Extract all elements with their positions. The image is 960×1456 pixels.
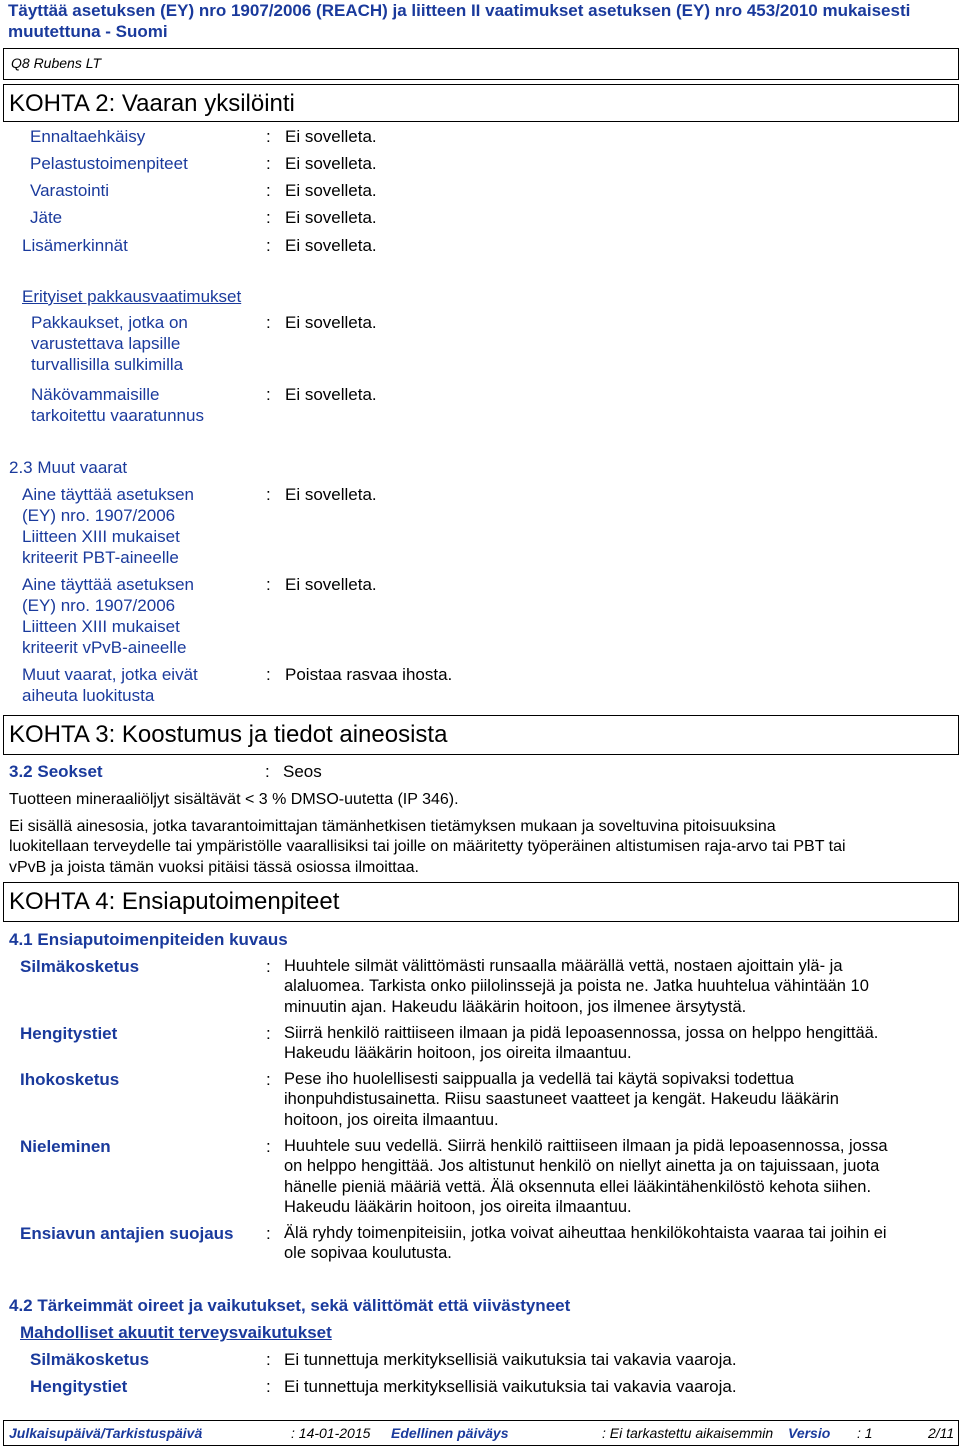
mineral-oil-note: Tuotteen mineraaliöljyt sisältävät < 3 % DMSO-uutetta (IP 346). [9, 791, 459, 808]
inhalation-line1: Siirrä henkilö raittiiseen ilmaan ja pidä lepoasennossa, jossa on helppo hengittää. [284, 1024, 879, 1042]
label-pbt-3: Liitteen XIII mukaiset [22, 527, 180, 546]
label-vpvb-2: (EY) nro. 1907/2006 [22, 596, 176, 615]
eye-contact-line3: minuutin ajan. Hakeudu lääkärin hoitoon, jos ilmenee ärsytystä. [284, 998, 747, 1016]
skin-contact-line1: Pese iho huolellisesti saippualla ja vedellä tai käytä sopivaksi todettua [284, 1070, 794, 1088]
section3-paragraph-line1: Ei sisällä ainesosia, jotka tavarantoimittajan tämänhetkisen tietämyksen mukaan ja soveltuvina pitoisuuksina [9, 818, 776, 835]
colon: : [266, 485, 271, 504]
label-other-hazards-2: aiheuta luokitusta [22, 686, 155, 705]
ingestion-line4: Hakeudu lääkärin hoitoon, jos oireita ilmaantuu. [284, 1198, 632, 1216]
ingestion-line3: hänelle pieniä määriä vettä. Älä oksennuta ellei lääkintähenkilöstö kehota siihen. [284, 1178, 872, 1196]
label-vpvb-3: Liitteen XIII mukaiset [22, 617, 180, 636]
skin-contact-line2: ihonpuhdistusainetta. Riisu saastuneet vaatteet ja kengät. Hakeudu lääkärin [284, 1090, 839, 1108]
label-jate: Jäte [30, 208, 63, 227]
colon: : [266, 154, 271, 173]
colon: : [265, 762, 270, 781]
label-pbt-2: (EY) nro. 1907/2006 [22, 506, 176, 525]
label-vpvb-4: kriteerit vPvB-aineelle [22, 638, 187, 657]
skin-contact-line3: hoitoon, jos oireita ilmaantuu. [284, 1111, 499, 1129]
colon: : [266, 181, 271, 200]
other-hazards-heading: 2.3 Muut vaarat [9, 458, 128, 477]
label-vpvb-1: Aine täyttää asetuksen [22, 575, 195, 594]
footer-previous-value: : Ei tarkastettu aikaisemmin [602, 1425, 774, 1441]
footer-date-value: : 14-01-2015 [291, 1425, 371, 1441]
label-varastointi: Varastointi [30, 181, 110, 200]
first-aider-protection-line1: Älä ryhdy toimenpiteisiin, jotka voivat aiheuttaa henkilökohtaista vaaraa tai joihin ei [284, 1224, 887, 1242]
footer-page-number: 2/11 [928, 1425, 955, 1441]
mixtures-label: 3.2 Seokset [9, 762, 103, 781]
section4-heading-box [3, 882, 959, 922]
colon: : [266, 1350, 271, 1369]
eye-contact-line1: Huuhtele silmät välittömästi runsaalla määrällä vettä, nostaen ajoittain ylä- ja [284, 957, 843, 975]
document-title-line2: muutettuna - Suomi [8, 22, 168, 41]
colon: : [266, 1377, 271, 1396]
section3-paragraph-line2: luokitellaan terveydelle tai ympäristölle vaarallisiksi tai joille on määritetty työperäinen altistumisen raja-arvo tai PBT tai [9, 838, 846, 855]
product-box [3, 48, 959, 80]
label-child-closures-3: turvallisilla sulkimilla [31, 355, 184, 374]
colon: : [266, 208, 271, 227]
footer-version-value: : 1 [857, 1425, 873, 1441]
value-ennaltaehkaisy: Ei sovelleta. [285, 127, 377, 146]
label-skin-contact: Ihokosketus [20, 1070, 120, 1089]
footer-date-label: Julkaisupäivä/Tarkistuspäivä [9, 1425, 203, 1441]
section3-paragraph-line3: vPvB ja joista tämän vuoksi pitäisi tässä osiossa ilmoittaa. [9, 859, 419, 876]
value-other-hazards: Poistaa rasvaa ihosta. [285, 665, 453, 684]
footer-version-label: Versio [788, 1425, 831, 1441]
label-acute-eye: Silmäkosketus [30, 1350, 150, 1369]
colon: : [266, 575, 271, 594]
value-pbt: Ei sovelleta. [285, 485, 377, 504]
label-first-aider-protection: Ensiavun antajien suojaus [20, 1224, 234, 1243]
colon: : [266, 313, 271, 332]
colon: : [266, 665, 271, 684]
label-eye-contact: Silmäkosketus [20, 957, 140, 976]
acute-effects-heading: Mahdolliset akuutit terveysvaikutukset [20, 1323, 332, 1342]
first-aider-protection-line2: ole sopivaa koulutusta. [284, 1244, 452, 1262]
footer-previous-label: Edellinen päiväys [391, 1425, 509, 1441]
ingestion-line2: on helppo hengittää. Jos altistunut henkilö on niellyt ainetta ja on tajuissaan, juota [284, 1157, 880, 1175]
section2-heading: KOHTA 2: Vaaran yksilöinti [9, 90, 295, 117]
section4-heading: KOHTA 4: Ensiaputoimenpiteet [9, 888, 340, 915]
label-ingestion: Nieleminen [20, 1137, 111, 1156]
label-inhalation: Hengitystiet [20, 1024, 118, 1043]
label-acute-inhalation: Hengitystiet [30, 1377, 128, 1396]
label-child-closures-2: varustettava lapsille [31, 334, 181, 353]
colon: : [266, 236, 271, 255]
label-lisamerkinnat: Lisämerkinnät [22, 236, 128, 255]
inhalation-line2: Hakeudu lääkärin hoitoon, jos oireita ilmaantuu. [284, 1044, 632, 1062]
footer-box [3, 1420, 959, 1446]
label-pbt-4: kriteerit PBT-aineelle [22, 548, 179, 567]
label-pelastustoimenpiteet: Pelastustoimenpiteet [30, 154, 188, 173]
value-jate: Ei sovelleta. [285, 208, 377, 227]
label-ennaltaehkaisy: Ennaltaehkäisy [30, 127, 146, 146]
section2-heading-box [3, 84, 959, 122]
mixtures-value: Seos [283, 762, 322, 781]
value-tactile-warning: Ei sovelleta. [285, 385, 377, 404]
label-other-hazards-1: Muut vaarat, jotka eivät [22, 665, 198, 684]
label-child-closures-1: Pakkaukset, jotka on [31, 313, 188, 332]
section3-heading-box [3, 715, 959, 755]
value-acute-inhalation: Ei tunnettuja merkityksellisiä vaikutuksia tai vakavia vaaroja. [284, 1377, 737, 1396]
value-pelastustoimenpiteet: Ei sovelleta. [285, 154, 377, 173]
value-vpvb: Ei sovelleta. [285, 575, 377, 594]
eye-contact-line2: alaluomea. Tarkista onko piilolinssejä ja poista ne. Jatka huuhtelua vähintään 10 [284, 977, 869, 995]
label-pbt-1: Aine täyttää asetuksen [22, 485, 195, 504]
value-acute-eye: Ei tunnettuja merkityksellisiä vaikutuksia tai vakavia vaaroja. [284, 1350, 737, 1369]
colon: : [266, 957, 271, 976]
section3-heading: KOHTA 3: Koostumus ja tiedot aineosista [9, 721, 448, 748]
label-tactile-warning-1: Näkövammaisille [31, 385, 160, 404]
ingestion-line1: Huuhtele suu vedellä. Siirrä henkilö raittiiseen ilmaan ja pidä lepoasennossa, jossa [284, 1137, 888, 1155]
value-varastointi: Ei sovelleta. [285, 181, 377, 200]
symptoms-heading: 4.2 Tärkeimmät oireet ja vaikutukset, sekä välittömät että viivästyneet [9, 1296, 571, 1315]
first-aid-description-heading: 4.1 Ensiaputoimenpiteiden kuvaus [9, 930, 288, 949]
colon: : [266, 127, 271, 146]
document-title-line1: Täyttää asetuksen (EY) nro 1907/2006 (REACH) ja liitteen II vaatimukset asetuksen (EY) nro 453/2010 mukaisesti [8, 1, 911, 20]
label-tactile-warning-2: tarkoitettu vaaratunnus [31, 406, 204, 425]
colon: : [266, 385, 271, 404]
colon: : [266, 1024, 271, 1043]
colon: : [266, 1137, 271, 1156]
colon: : [266, 1224, 271, 1243]
product-name: Q8 Rubens LT [11, 55, 102, 71]
value-child-closures: Ei sovelleta. [285, 313, 377, 332]
packaging-heading: Erityiset pakkausvaatimukset [22, 287, 242, 306]
value-lisamerkinnat: Ei sovelleta. [285, 236, 377, 255]
colon: : [266, 1070, 271, 1089]
